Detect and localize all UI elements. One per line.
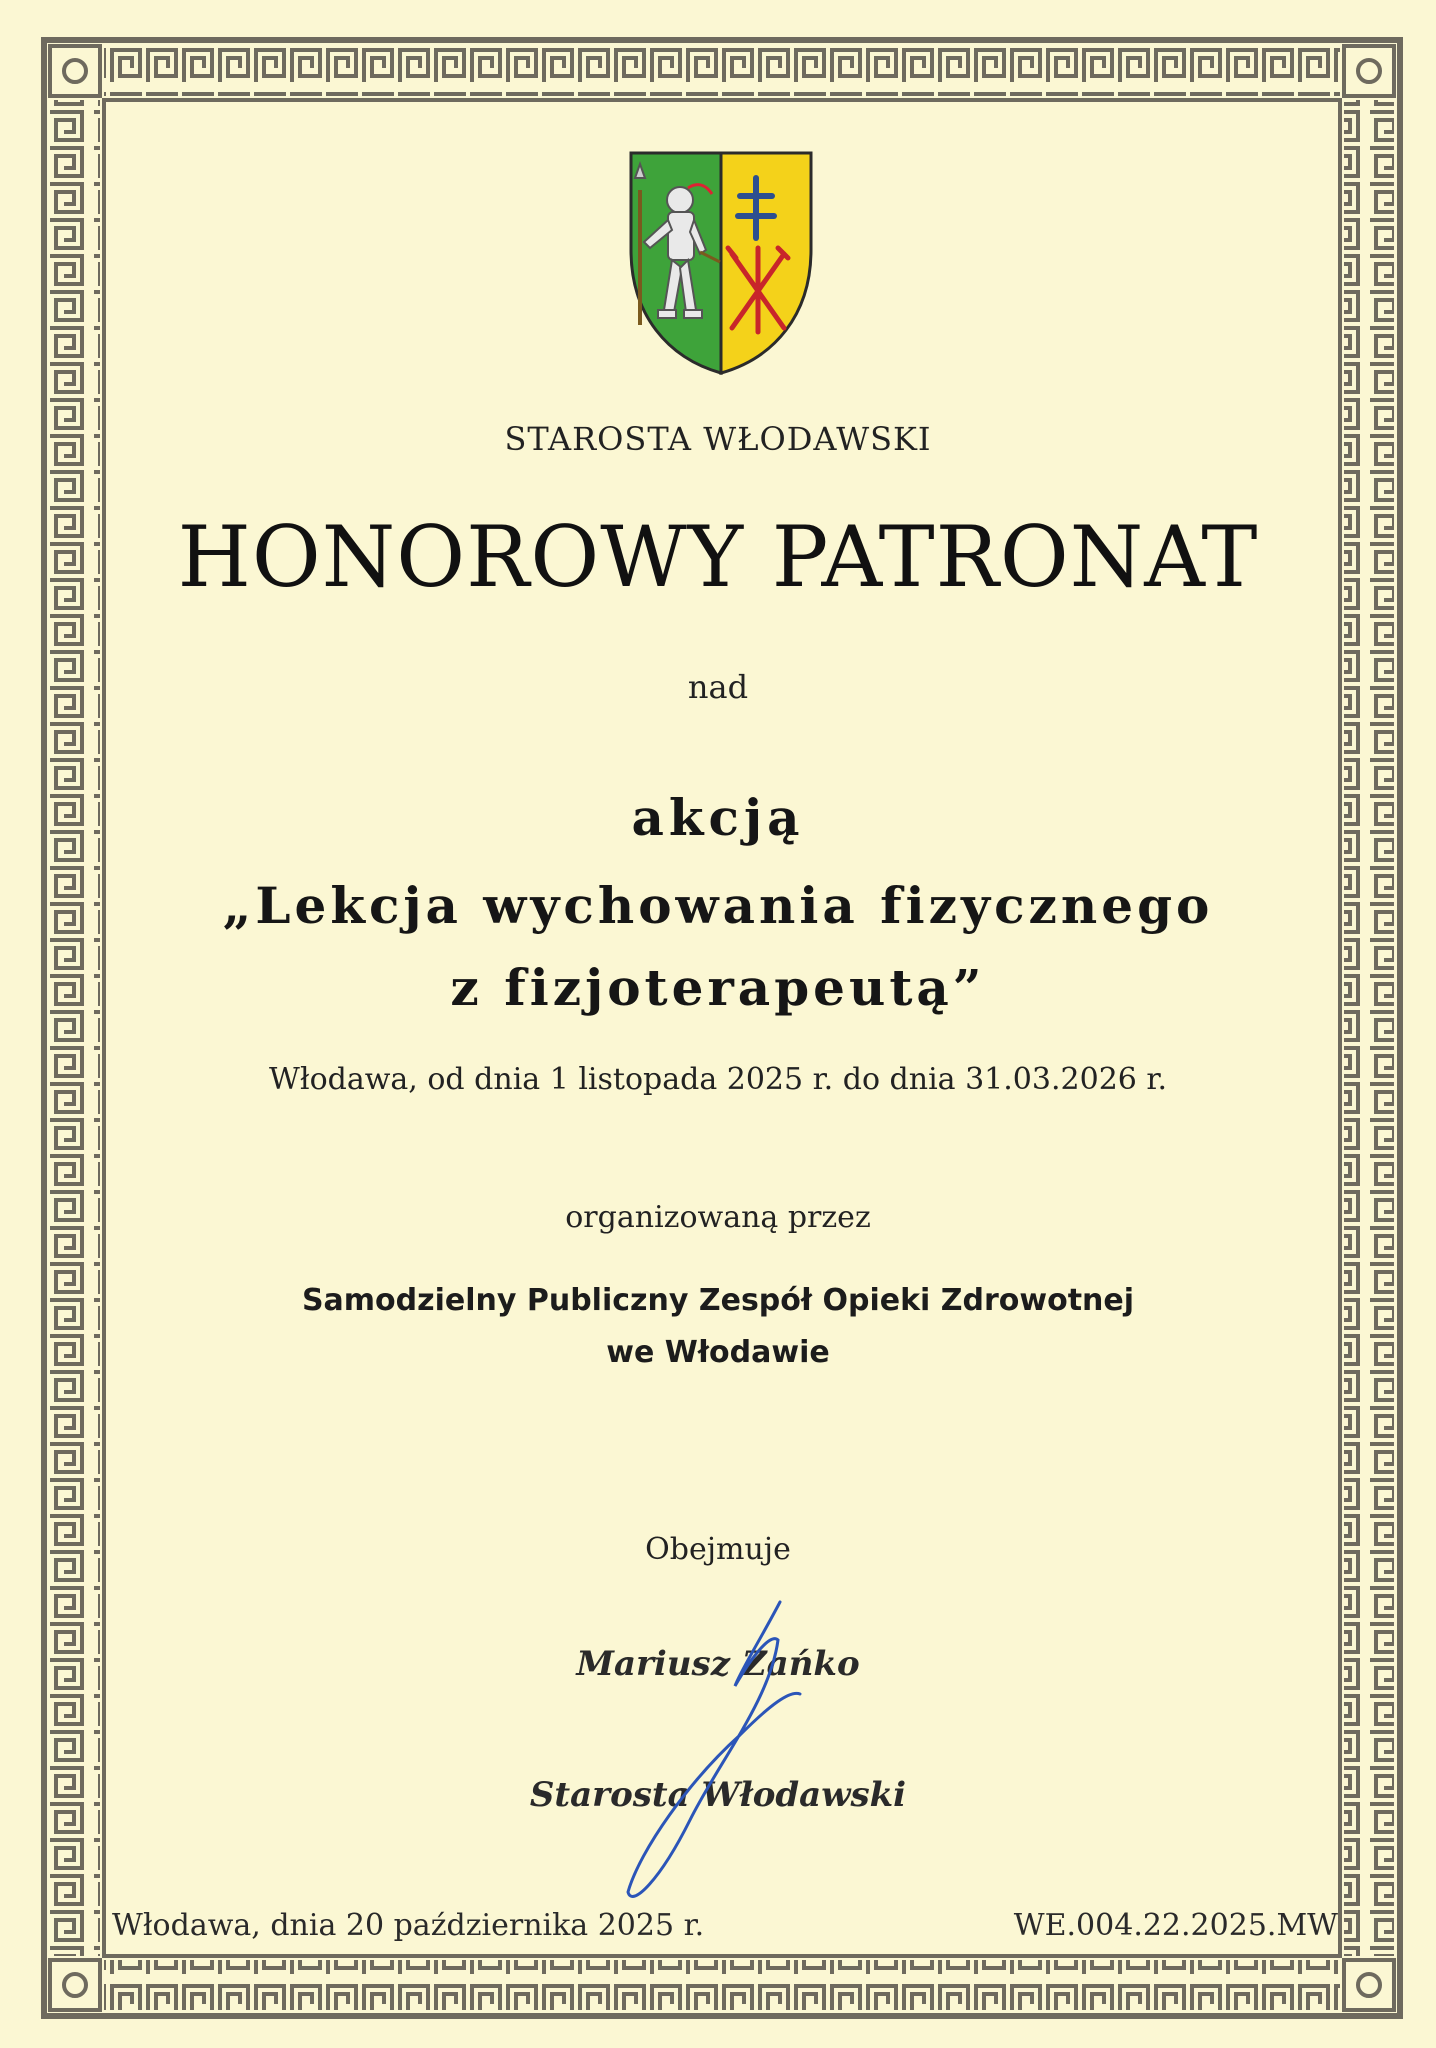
document-title: HONOROWY PATRONAT [177, 508, 1259, 606]
organized-by-label: organizowaną przez [565, 1200, 871, 1235]
signer-role: Starosta Włodawski [529, 1775, 907, 1815]
organizer-name [0, 1275, 1436, 1379]
reference-number: WE.004.22.2025.MW [1013, 1908, 1338, 1943]
action-title [0, 865, 1436, 1029]
organizer-line-2: we Włodawie [606, 1335, 830, 1370]
issuer-heading: STAROSTA WŁODAWSKI [504, 420, 932, 458]
action-title-line-1: „Lekcja wychowania fizycznego [222, 876, 1214, 935]
action-title-line-2: z fizjoterapeutą” [450, 958, 986, 1017]
organizer-line-1: Samodzielny Publiczny Zespół Opieki Zdrowotnej [301, 1283, 1135, 1318]
event-period: Włodawa, od dnia 1 listopada 2025 r. do dnia 31.03.2026 r. [269, 1062, 1167, 1097]
coat-of-arms-icon [628, 150, 814, 376]
action-label: akcją [631, 788, 805, 847]
accepted-label: Obejmuje [645, 1532, 791, 1567]
signer-name: Mariusz Zańko [576, 1644, 860, 1684]
issue-date: Włodawa, dnia 20 października 2025 r. [112, 1908, 705, 1943]
connector-text: nad [687, 668, 749, 706]
